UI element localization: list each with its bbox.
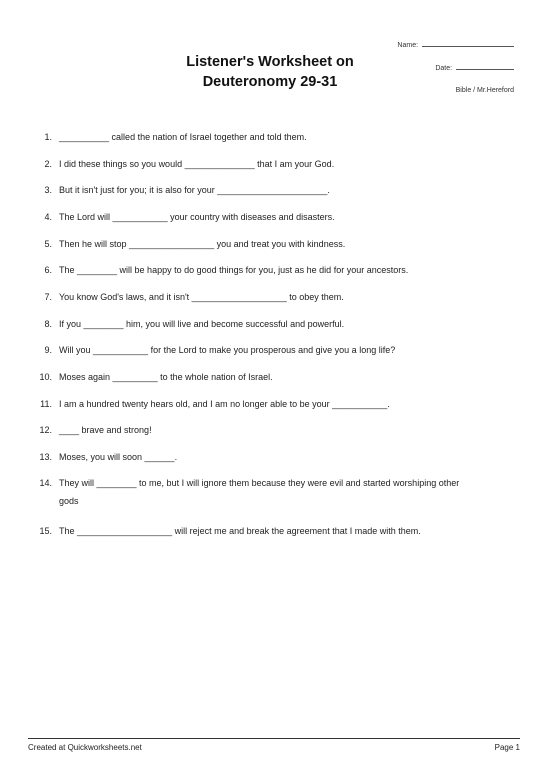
question-number: 15.	[39, 526, 52, 536]
question-text: __________ called the nation of Israel together and told them.	[59, 132, 307, 142]
question-number: 7.	[44, 292, 52, 302]
question-text: I did these things so you would ______________ that I am your God.	[59, 159, 335, 169]
question-number: 1.	[44, 132, 52, 142]
title-line-1: Listener's Worksheet on	[186, 54, 354, 70]
question-text: They will ________ to me, but I will ignore them because they were evil and started worshiping other	[59, 478, 460, 488]
question-number: 4.	[44, 212, 52, 222]
question-text: The ________ will be happy to do good things for you, just as he did for your ancestors.	[59, 265, 409, 275]
question-text-continued: gods	[59, 496, 79, 506]
question-text: Moses again _________ to the whole nation of Israel.	[59, 372, 273, 382]
footer-divider	[28, 738, 520, 739]
question-number: 6.	[44, 265, 52, 275]
question-number: 14.	[39, 478, 52, 488]
question-text: If you ________ him, you will live and become successful and powerful.	[59, 319, 345, 329]
question-number: 11.	[40, 399, 52, 409]
question-text: ____ brave and strong!	[59, 425, 152, 435]
question-text: Then he will stop _________________ you and treat you with kindness.	[59, 239, 346, 249]
question-text: You know God's laws, and it isn't ___________________ to obey them.	[59, 292, 344, 302]
course-label: Bible / Mr.Hereford	[455, 87, 514, 94]
date-label: Date:	[435, 65, 453, 72]
question-number: 3.	[44, 185, 52, 195]
question-number: 8.	[44, 319, 52, 329]
question-text: But it isn't just for you; it is also for your ______________________.	[59, 185, 330, 195]
question-text: I am a hundred twenty hears old, and I am no longer able to be your ___________.	[59, 399, 390, 409]
name-label: Name:	[397, 42, 419, 49]
title-line-2: Deuteronomy 29-31	[202, 74, 338, 90]
question-text: The ___________________ will reject me and break the agreement that I made with them.	[59, 526, 421, 536]
question-number: 5.	[44, 239, 52, 249]
question-number: 10.	[39, 372, 52, 382]
question-text: Moses, you will soon ______.	[59, 452, 178, 462]
page-number: Page 1	[494, 743, 520, 752]
footer-credit: Created at Quickworksheets.net	[28, 743, 142, 752]
question-text: The Lord will ___________ your country with diseases and disasters.	[59, 212, 335, 222]
question-text: Will you ___________ for the Lord to make you prosperous and give you a long life?	[59, 345, 396, 355]
question-number: 9.	[44, 345, 52, 355]
question-number: 12.	[39, 425, 52, 435]
question-number: 13.	[39, 452, 52, 462]
question-number: 2.	[44, 159, 52, 169]
